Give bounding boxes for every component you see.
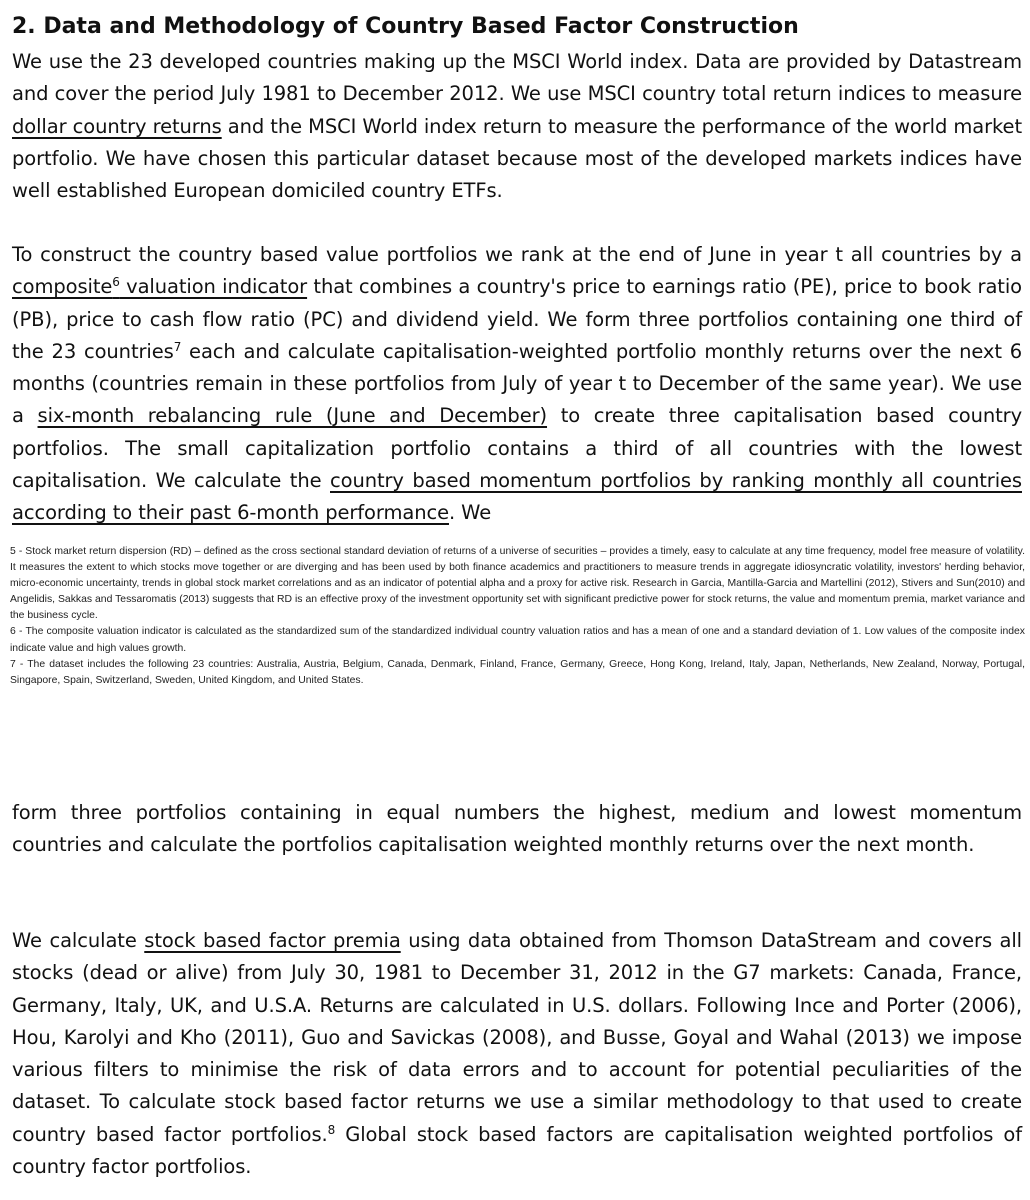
underlined-stock-based-factor-premia: stock based factor premia — [144, 929, 401, 952]
footnote-7: 7 - The dataset includes the following 23 countries: Australia, Austria, Belgium, Canada, Denmark, Finland, France, Germany, Greece, Hong Kong, Ireland, Italy, Japan, Netherlands, New Zealand, Norway, Portugal, Singapore, Spain, Switzerland, Sweden, United Kingdom, and United States. — [10, 658, 1025, 686]
footnotes — [10, 544, 1025, 689]
p1-text-2: and the MSCI World index return to measure the performance of the world market portfolio. We have chosen this particular dataset because most of the developed markets indices have well established European domiciled country ETFs. — [12, 114, 1022, 203]
p2-underline-1a: composite — [12, 275, 113, 299]
footnote-ref-8: 8 — [327, 1122, 336, 1137]
underlined-composite-valuation-indicator — [12, 275, 307, 298]
p2-text-3: each and calculate capitalisation-weighted portfolio monthly returns over the next 6 months (countries remain in these portfolios from July of year t to December of the same year). We use a — [12, 339, 1023, 428]
paragraph-momentum-continuation: form three portfolios containing in equal numbers the highest, medium and lowest momentum countries and calculate the portfolios capitalisation weighted monthly returns over the next month. — [12, 801, 1022, 857]
section-heading: 2. Data and Methodology of Country Based Factor Construction — [12, 14, 799, 39]
p2-text-4: to create three capitalisation based country portfolios. The small capitalization portfolio contains a third of all countries with the lowest capitalisation. We calculate the — [12, 404, 1023, 493]
underlined-rebalancing-rule: six-month rebalancing rule (June and December) — [37, 404, 548, 428]
footnote-ref-6: 6 — [112, 275, 120, 290]
p2-text-2: that combines a country's price to earnings ratio (PE), price to book ratio (PB), price to cash flow ratio (PC) and dividend yield. We form three portfolios containing one third of the 23 countries — [12, 275, 1022, 363]
p4-text-0: We calculate — [12, 929, 145, 952]
p2-text-1: To construct the country based value portfolios we rank at the end of June in year t all countries by a — [12, 243, 1022, 266]
underlined-momentum-portfolios: country based momentum portfolios by ranking monthly all countries according to their past 6-month performance — [12, 469, 1022, 525]
footnote-5: 5 - Stock market return dispersion (RD) – defined as the cross sectional standard deviation of returns of a universe of securities – provides a timely, easy to calculate at any time frequency, model free measure of volatility. It measures the extent to which stocks move together or are diverging and has been used by both finance academics and practitioners to measure trends in aggregate idiosyncratic volatility, investors' herding behavior, micro-economic uncertainty, trends in global stock market correlations and as an indicator of potential alpha and a proxy for active risk. Research in Garcia, Mantilla-Garcia and Martellini (2012), Stivers and Sun(2010) and Angelidis, Sakkas and Tessaromatis (2013) suggests that RD is an effective proxy of the investment opportunity set with significant predictive power for stock returns, the value and momentum premia, market variance and the business cycle. — [10, 546, 1025, 622]
footnote-6: 6 - The composite valuation indicator is calculated as the standardized sum of the standardized individual country valuation ratios and has a mean of one and a standard deviation of 1. Low values of the composite index indicate value and high values growth. — [10, 626, 1025, 654]
p2-text-5: . We — [448, 501, 492, 525]
footnote-ref-7: 7 — [173, 339, 182, 354]
paragraph-data-source — [12, 46, 1022, 207]
underlined-dollar-country-returns: dollar country returns — [12, 114, 222, 138]
p2-underline-1b: valuation indicator — [119, 275, 308, 299]
paragraph-stock-factor-premia — [12, 925, 1022, 1183]
paragraph-portfolio-construction — [12, 239, 1022, 530]
p1-text-1: We use the 23 developed countries making up the MSCI World index. Data are provided by Datastream and cover the period July 1981 to December 2012. We use MSCI country total return indices to measure — [12, 50, 1022, 106]
p4-text-2: Global stock based factors are capitalisation weighted portfolios of country factor portfolios. — [12, 1122, 1022, 1179]
p4-text-1: using data obtained from Thomson DataStream and covers all stocks (dead or alive) from July 30, 1981 to December 31, 2012 in the G7 markets: Canada, France, Germany, Italy, UK, and U.S.A. Returns are calculated in U.S. dollars. Following Ince and Porter (2006), Hou, Karolyi and Kho (2011), Guo and Savickas (2008), and Busse, Goyal and Wahal (2013) we impose various filters to minimise the risk of data errors and to account for potential peculiarities of the dataset. To calculate stock based factor returns we use a similar methodology to that used to create country based factor portfolios. — [12, 929, 1023, 1146]
